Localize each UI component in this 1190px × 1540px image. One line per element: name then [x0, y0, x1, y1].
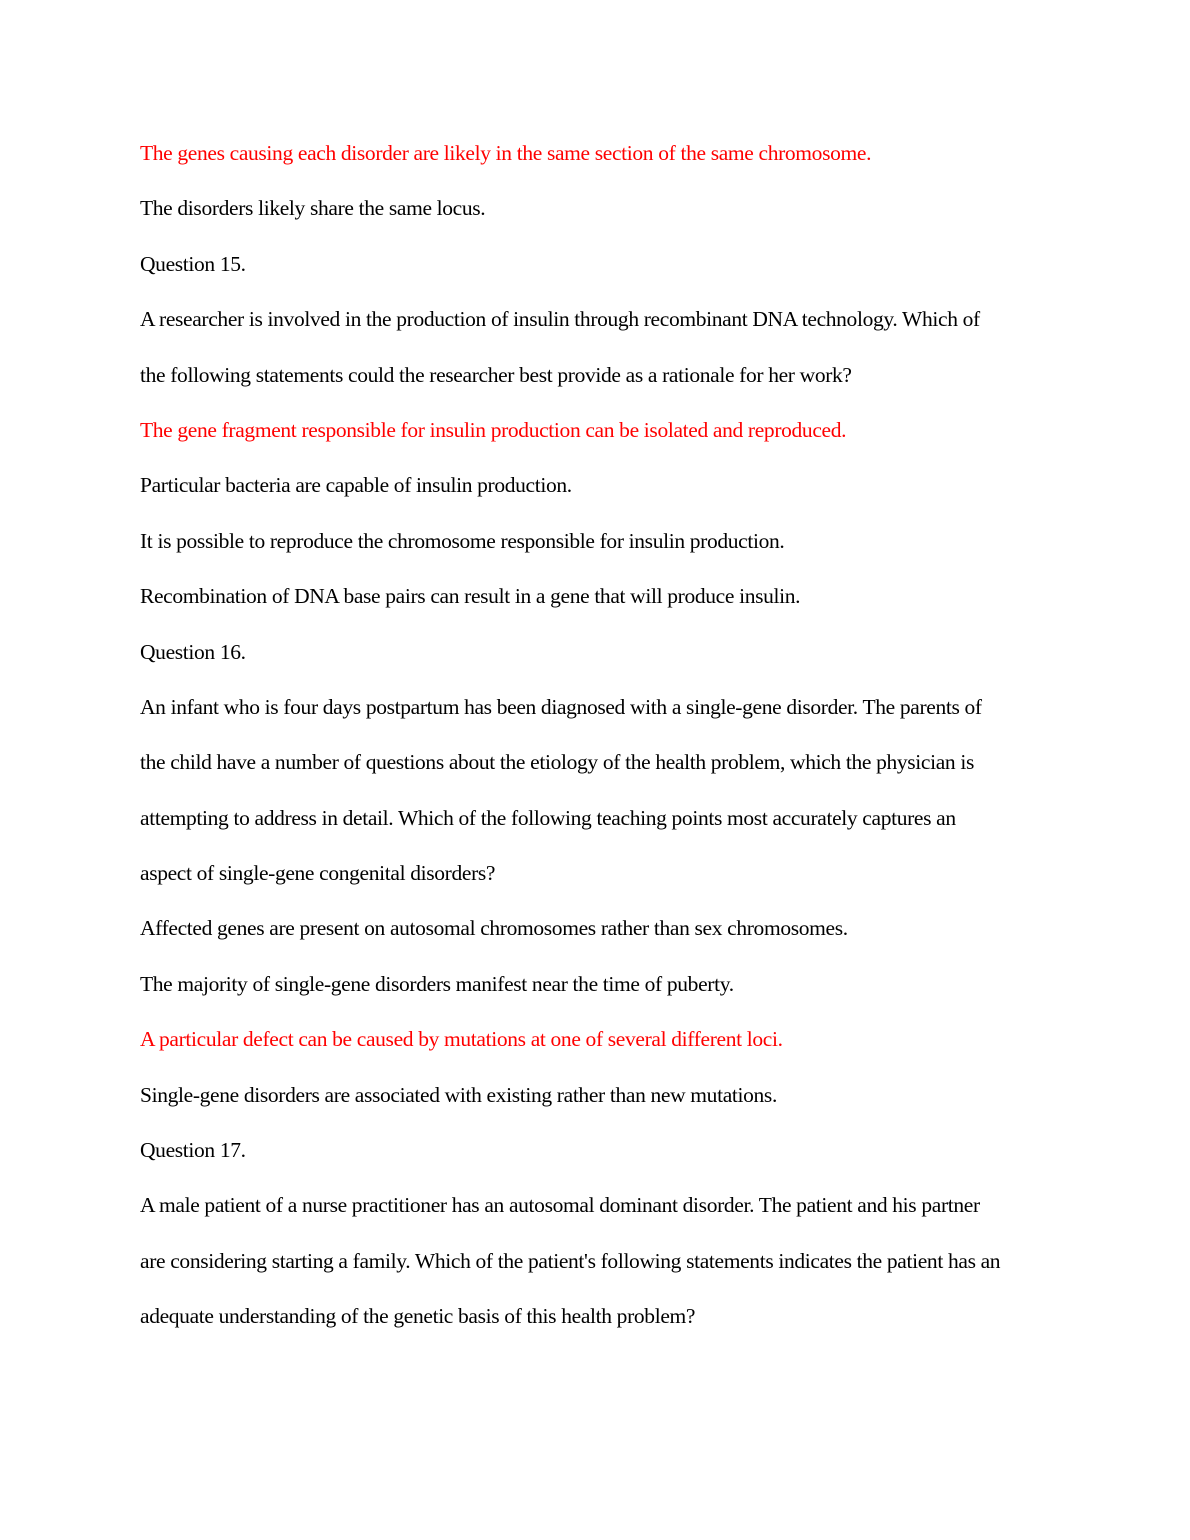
answer-option: The disorders likely share the same locus. [140, 196, 486, 221]
answer-option: Particular bacteria are capable of insulin production. [140, 473, 572, 498]
question-text-line: aspect of single-gene congenital disorders? [140, 861, 496, 886]
question-heading-16: Question 16. [140, 639, 246, 664]
question-heading-17: Question 17. [140, 1138, 246, 1163]
question-text-line: A male patient of a nurse practitioner has an autosomal dominant disorder. The patient and his partner [140, 1193, 980, 1218]
question-text-line: the child have a number of questions about the etiology of the health problem, which the physician is [140, 750, 974, 775]
correct-answer-q16: A particular defect can be caused by mutations at one of several different loci. [140, 1027, 783, 1052]
answer-option: Single-gene disorders are associated with existing rather than new mutations. [140, 1082, 777, 1107]
answer-option: Affected genes are present on autosomal chromosomes rather than sex chromosomes. [140, 916, 848, 941]
question-text-line: A researcher is involved in the production of insulin through recombinant DNA technology. Which of [140, 307, 980, 332]
answer-option: Recombination of DNA base pairs can result in a gene that will produce insulin. [140, 584, 801, 609]
correct-answer-q14: The genes causing each disorder are likely in the same section of the same chromosome. [140, 141, 872, 165]
question-text-line: adequate understanding of the genetic basis of this health problem? [140, 1304, 696, 1329]
correct-answer-q15: The gene fragment responsible for insulin production can be isolated and reproduced. [140, 417, 847, 442]
question-text-line: attempting to address in detail. Which of the following teaching points most accurately captures an [140, 805, 956, 830]
answer-option: The majority of single-gene disorders manifest near the time of puberty. [140, 971, 734, 996]
question-text-line: the following statements could the researcher best provide as a rationale for her work? [140, 362, 852, 387]
answer-option: It is possible to reproduce the chromosome responsible for insulin production. [140, 528, 785, 553]
question-text-line: An infant who is four days postpartum has been diagnosed with a single-gene disorder. The parents of [140, 694, 982, 719]
question-text-line: are considering starting a family. Which of the patient's following statements indicates the patient has an [140, 1248, 1001, 1273]
document-page [140, 134, 1050, 1353]
question-heading-15: Question 15. [140, 251, 246, 276]
